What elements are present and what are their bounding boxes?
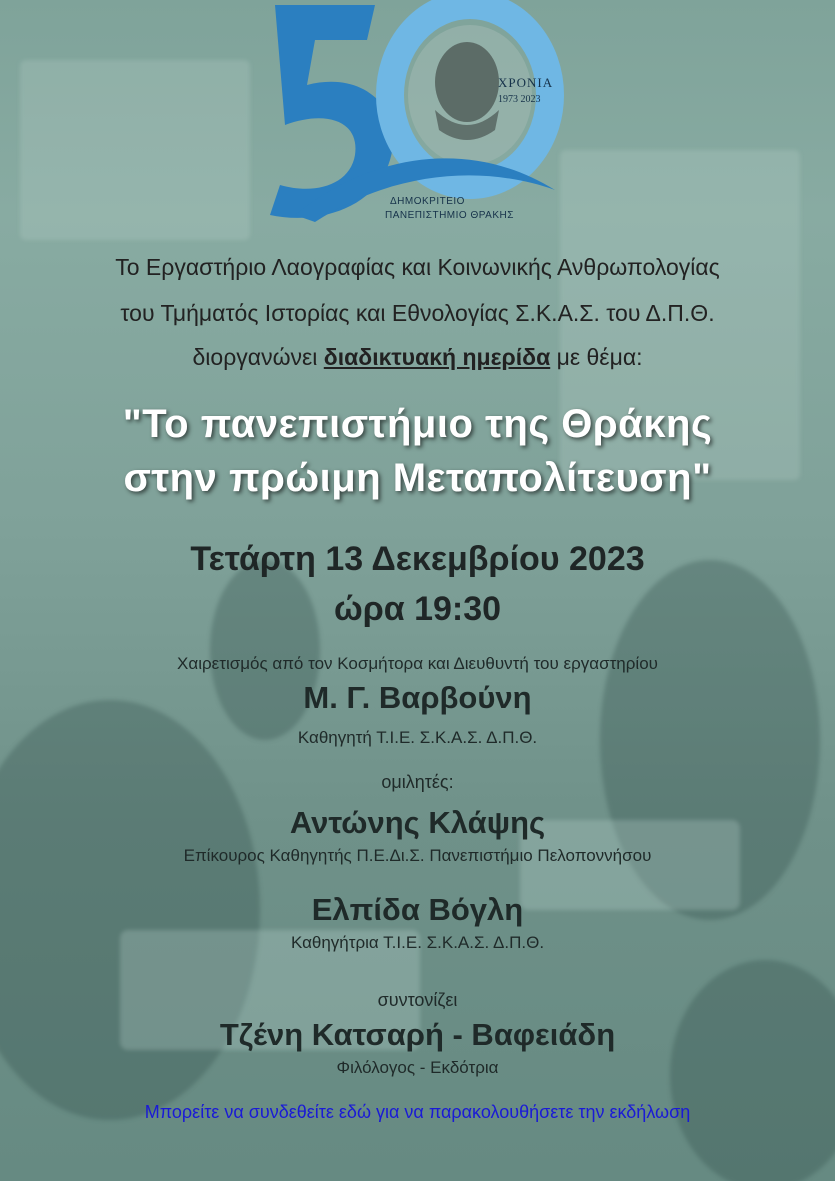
intro-emphasis: διαδικτυακή ημερίδα: [323, 344, 551, 370]
intro-line3: [0, 344, 835, 371]
moderator-name: Τζένη Κατσαρή - Βαφειάδη: [219, 1017, 616, 1052]
event-title-line1: "Το πανεπιστήμιο της Θράκης: [122, 402, 713, 446]
intro-line2: του Τμήματός Ιστορίας και Εθνολογίας Σ.Κ.Α.Σ. του Δ.Π.Θ.: [120, 300, 715, 326]
speakers-label: ομιλητές:: [381, 772, 454, 792]
event-date: Τετάρτη 13 Δεκεμβρίου 2023: [190, 540, 645, 578]
democritus-bust-icon: [435, 42, 499, 122]
speaker-role: Επίκουρος Καθηγητής Π.Ε.Δι.Σ. Πανεπιστήμιο Πελοποννήσου: [183, 846, 652, 865]
logo-years-range: 1973 2023: [498, 94, 541, 105]
event-time: ώρα 19:30: [333, 590, 502, 628]
moderator-role: Φιλόλογος - Εκδότρια: [336, 1058, 499, 1077]
speaker-name: Αντώνης Κλάψης: [289, 805, 546, 840]
greeting-role: Καθηγητή Τ.Ι.Ε. Σ.Κ.Α.Σ. Δ.Π.Θ.: [297, 728, 538, 747]
greeting-intro: Χαιρετισμός από τον Κοσμήτορα και Διευθυντή του εργαστηρίου: [177, 654, 658, 673]
logo-university-line2: ΠΑΝΕΠΙΣΤΗΜΙΟ ΘΡΑΚΗΣ: [385, 210, 514, 221]
logo-university-line1: ΔΗΜΟΚΡΙΤΕΙΟ: [390, 196, 465, 207]
intro-line3-suffix: με θέμα:: [550, 344, 643, 370]
logo-years-label: ΧΡΟΝΙΑ: [498, 75, 554, 90]
greeting-name: Μ. Γ. Βαρβούνη: [303, 680, 532, 715]
intro-line1: Το Εργαστήριο Λαογραφίας και Κοινωνικής Ανθρωπολογίας: [115, 254, 720, 280]
event-title-line2: στην πρώιμη Μεταπολίτευση": [123, 456, 712, 500]
speaker-role: Καθηγήτρια Τ.Ι.Ε. Σ.Κ.Α.Σ. Δ.Π.Θ.: [290, 933, 545, 952]
moderator-label: συντονίζει: [377, 990, 458, 1010]
intro-line3-prefix: διοργανώνει: [192, 344, 324, 370]
join-event-link[interactable]: Μπορείτε να συνδεθείτε εδώ για να παρακολουθήσετε την εκδήλωση: [144, 1102, 691, 1122]
speaker-name: Ελπίδα Βόγλη: [311, 892, 524, 927]
